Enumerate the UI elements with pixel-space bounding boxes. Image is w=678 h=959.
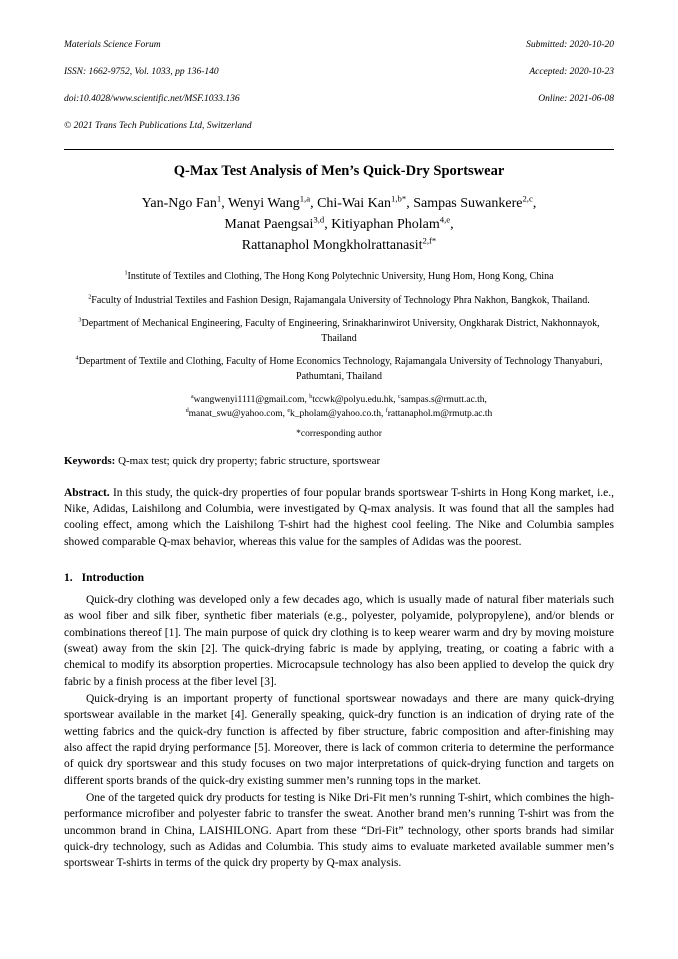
author-paengsai-sup: 3,d (313, 214, 325, 225)
author-kan-sup: 1,b* (391, 193, 407, 204)
affiliation-2-text: Faculty of Industrial Textiles and Fashion Design, Rajamangala University of Technology Phra Nakhon, Bangkok, Thailand. (91, 294, 590, 306)
keywords-line (64, 455, 614, 467)
online-date: Online: 2021-06-08 (538, 94, 614, 105)
author-wang: , Wenyi Wang (221, 196, 300, 212)
keywords-text: Q-max test; quick dry property; fabric structure, sportswear (115, 454, 381, 467)
paragraph-1: Quick-dry clothing was developed only a few decades ago, which is usually made of natural fiber materials such as wool fiber and silk fiber, synthetic fiber materials (e.g., polyester, polyamide, polypropylene), and/or blends or combinations thereof [1]. The main purpose of quick dry clothing is to keep wearer warm and dry by moving moisture (sweat) away from the skin [2]. The quick-drying fabric is made by applying, treating, or coating a fabric with a chemical to modify its absorption properties. Microcapsule technology has also been applied to develop the quick dry fabric by a finish process at the fiber level [3]. (64, 594, 614, 688)
author-suwankere: , Sampas Suwankere (406, 196, 523, 212)
affiliation-4-sup: 4 (75, 354, 79, 362)
author-pholam-sup: 4,e (439, 214, 451, 225)
affiliation-1-text: Institute of Textiles and Clothing, The Hong Kong Polytechnic University, Hung Hom, Hong Kong, China (127, 271, 554, 283)
paragraph-3: One of the targeted quick dry products for testing is Nike Dri-Fit men’s running T-shirt, which combines the high-performance microfiber and polyester fabric to transfer the sweat. Another brand men’s running T-shirt was from the uncommon brand in China, LAISHILONG. Apart from these “Dri-Fit” technology, other sports brands had similar quick-dry technology, such as Adidas and Columbia. This study aims to evaluate marketed available summer men’s sportswear T-shirts in terms of the quick dry property by Q-max analysis. (64, 791, 614, 870)
author-line2-tail: , (450, 217, 454, 233)
abstract-text: In this study, the quick-dry properties of four popular brands sportswear T-shirts in Hong Kong market, i.e., Nike, Adidas, Laishilong and Columbia, were investigated by Q-max analysis. It was found that all the samples had cooling effect, among which the Laishilong T-shirt had the highest cool feeling. The Nike and Columbia samples showed comparable Q-max behavior, whereas this value for the samples of Adidas was the poorest. (64, 486, 614, 548)
email-list (64, 393, 614, 422)
email-sup-c: c (398, 394, 401, 401)
masthead-left (64, 26, 252, 147)
corresponding-author-note: *corresponding author (296, 428, 382, 439)
section-number: 1. (64, 572, 73, 585)
author-line-3 (64, 235, 614, 256)
copyright-line: © 2021 Trans Tech Publications Ltd, Switzerland (64, 121, 252, 132)
affiliation-3-sup: 3 (78, 316, 82, 324)
affiliation-4 (64, 355, 614, 384)
section-title: Introduction (81, 572, 145, 585)
email-f[interactable]: rattanaphol.m@rmutp.ac.th (387, 409, 493, 420)
email-e[interactable]: k_pholam@yahoo.co.th, (289, 409, 386, 420)
email-sup-f: f (385, 408, 388, 415)
email-d[interactable]: manat_swu@yahoo.com, (188, 409, 288, 420)
author-mongkholrattanasit-sup: 2,f* (422, 235, 437, 246)
email-sup-e: e (287, 408, 290, 415)
author-wang-sup: 1,a (299, 193, 311, 204)
author-kan: , Chi-Wai Kan (310, 196, 391, 212)
journal-name: Materials Science Forum (64, 40, 161, 51)
email-line-1 (64, 393, 614, 407)
affiliation-list (64, 270, 614, 384)
email-sup-d: d (185, 408, 189, 415)
keywords-label: Keywords: (64, 454, 116, 467)
author-mongkholrattanasit: Rattanaphol Mongkholrattanasit (241, 238, 423, 254)
author-line1-tail: , (532, 196, 537, 212)
email-sup-a: a (191, 394, 194, 401)
author-line-2 (64, 214, 614, 235)
abstract-block (64, 485, 614, 550)
masthead (64, 26, 614, 147)
affiliation-3-text: Department of Mechanical Engineering, Faculty of Engineering, Srinakharinwirot University, Ongkharak District, Nakhonnayok, Thailand (81, 318, 600, 344)
author-fan: Yan-Ngo Fan (141, 196, 217, 212)
section-heading-introduction (64, 572, 614, 584)
affiliation-1-sup: 1 (124, 269, 128, 277)
masthead-right (526, 26, 614, 120)
author-line-1 (64, 193, 614, 214)
email-line-2 (64, 407, 614, 421)
page-title: Q-Max Test Analysis of Men’s Quick-Dry Sportswear (173, 163, 505, 180)
affiliation-3 (64, 317, 614, 346)
author-suwankere-sup: 2,c (522, 193, 533, 204)
affiliation-2-sup: 2 (88, 293, 92, 301)
author-fan-sup: 1 (216, 193, 222, 204)
affiliation-1 (64, 270, 614, 285)
affiliation-4-text: Department of Textile and Clothing, Faculty of Home Economics Technology, Rajamangala University of Technology Thanyaburi, Pathumtani, Thailand (78, 356, 603, 382)
affiliation-2 (64, 294, 614, 309)
submitted-date: Submitted: 2020-10-20 (526, 40, 614, 51)
author-pholam: , Kitiyaphan Pholam (324, 217, 440, 233)
accepted-date: Accepted: 2020-10-23 (529, 67, 614, 78)
doi-line: doi:10.4028/www.scientific.net/MSF.1033.136 (64, 94, 240, 105)
author-paengsai: Manat Paengsai (224, 217, 314, 233)
paragraph-2: Quick-drying is an important property of functional sportswear nowadays and there are many quick-drying sportswear available in the market [4]. Generally speaking, quick-dry function is an indication of drying rate of the wetting fabrics and the quick-dry function is affected by fiber structure, fabric composition and after-finishing may also affect the rapid drying performance [5]. Moreover, there is lack of common criteria to determine the performance of quick dry sportswear and this study focuses on two major interpretations of quick-drying function and targets on different sports brands of the quick-dry existing summer men’s running tops in the market. (64, 692, 614, 787)
issn-line: ISSN: 1662-9752, Vol. 1033, pp 136-140 (64, 67, 219, 78)
abstract-label: Abstract. (64, 486, 110, 499)
author-list (64, 193, 614, 256)
email-a[interactable]: wangwenyi1111@gmail.com, (193, 395, 310, 406)
email-b[interactable]: tccwk@polyu.edu.hk, (312, 395, 398, 406)
header-divider (64, 149, 614, 150)
email-sup-b: b (309, 394, 313, 401)
email-c[interactable]: sampas.s@rmutt.ac.th, (400, 395, 487, 406)
